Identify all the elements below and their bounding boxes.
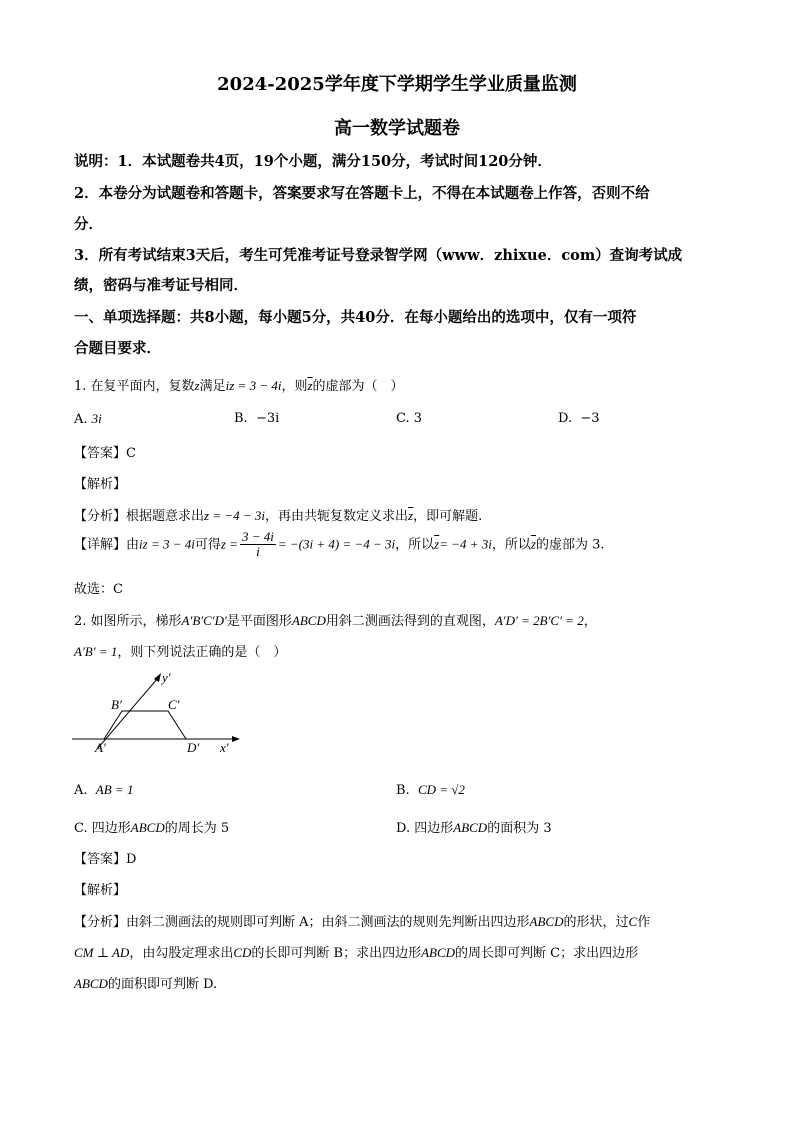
q2-fenxi-tag: 【分析】 [74, 915, 127, 930]
q1-xj-numerator: 3 − 4i [241, 529, 274, 544]
q1-xj-denominator: i [256, 544, 260, 560]
q1-fenxi-zbar: $\overline{z}$ [408, 508, 414, 523]
instruction-line-2a: 2．本卷分为试题卷和答题卡，答案要求写在答题卡上，不得在本试题卷上作答，否则不给 [74, 185, 650, 202]
q1-option-d [558, 411, 600, 426]
q2-option-c-label: C. [74, 821, 88, 836]
q2-figure-name: ABCD [291, 613, 326, 628]
q1-stem-text-a: 1. 在复平面内，复数 [74, 379, 195, 394]
q2-fenxi-line-3 [74, 973, 217, 992]
q2-equation-2: A′B′ = 1 [74, 644, 118, 659]
q1-option-b [234, 411, 279, 426]
q2-stem-line-2 [74, 641, 286, 660]
q1-option-b-label: B. [234, 411, 248, 426]
point-b-label: B′ [111, 697, 122, 712]
x-axis-label: x′ [220, 740, 229, 755]
q2-option-c-math: ABCD [130, 820, 165, 835]
q1-stem-text-b: 满足 [199, 379, 226, 394]
q2-fenxi-math-3: ABCD [74, 976, 108, 991]
q1-answer [74, 442, 136, 461]
q2-fenxi-math-1: ABCD [529, 914, 564, 929]
q2-fenxi-math-c: C [628, 914, 638, 929]
instruction-line-2b: 分． [74, 216, 103, 233]
q1-option-d-label: D. [558, 411, 573, 426]
x-axis-arrow-icon [232, 736, 240, 742]
q1-fenxi-text-b: ，再由共轭复数定义求出 [265, 509, 409, 524]
q2-option-b-value: CD = √2 [417, 782, 465, 797]
q1-stem [74, 375, 404, 394]
q2-option-d-label: D. [396, 821, 411, 836]
q2-option-a [74, 782, 133, 798]
q2-fenxi-text-2d: 的长即可判断 B；求出四边形 [251, 946, 422, 961]
q1-option-c-value: 3 [413, 411, 423, 426]
q1-stem-text-c: ，则 [281, 379, 308, 394]
q1-equation: iz = 3 − 4i [225, 378, 282, 393]
q1-option-a-label: A. [74, 412, 88, 427]
q2-stem-text-b: 是平面图形 [226, 614, 292, 629]
q1-var-z: z [194, 378, 200, 393]
q2-trapezoid-name: A′B′C′D′ [181, 613, 227, 628]
q1-xiangjie-tag: 【详解】 [74, 537, 127, 553]
trapezoid-outline [104, 711, 186, 739]
section-heading-a: 一、单项选择题：共8小题，每小题5分，共40分．在每小题给出的选项中，仅有一项符 [74, 309, 637, 326]
exam-title: 2024-2025学年度下学期学生学业质量监测 [217, 74, 577, 95]
q1-xj-text-b: 可得 [194, 537, 221, 553]
point-a-label: A′ [95, 740, 106, 755]
q1-xj-text-d: ，所以 [491, 537, 531, 553]
q2-fenxi-math-cd: CD [233, 945, 252, 960]
q1-zbar: $\overline{z}$ [307, 378, 313, 393]
q2-fenxi-text-1d: 作 [637, 915, 651, 930]
q2-figure [70, 668, 245, 768]
q1-xj-fraction [240, 530, 276, 560]
q2-answer [74, 848, 136, 867]
q1-xj-z: z = [220, 536, 238, 552]
y-axis-arrow-icon [154, 673, 161, 682]
q1-option-c [396, 411, 422, 426]
point-d-label: D′ [187, 740, 200, 755]
q2-option-b-label: B. [396, 783, 410, 798]
q2-fenxi-text-1b: 的形状，过 [563, 915, 629, 930]
q1-xj-zbar-2: $\overline{z}$ [530, 536, 536, 552]
q2-option-b [396, 782, 465, 798]
q1-option-a [74, 411, 102, 427]
q2-fenxi-text-1a: 由斜二测画法的规则即可判断 A；由斜二测画法的规则先判断出四边形 [126, 915, 530, 930]
q1-option-b-value: −3i [255, 411, 280, 426]
q2-option-d-text-b: 的面积为 3 [487, 821, 552, 836]
q2-option-c-text-a: 四边形 [91, 821, 131, 836]
q2-stem-text-c: 用斜二测画法得到的直观图， [325, 614, 495, 629]
q1-xj-text-e: 的虚部为 3. [535, 537, 605, 553]
q1-fenxi-text-c: ，即可解题. [413, 509, 483, 524]
q1-fenxi-equation: z = −4 − 3i [204, 508, 266, 523]
q1-answer-tag: 【答案】 [74, 446, 127, 461]
q2-option-d-math: ABCD [453, 820, 488, 835]
q2-option-d [396, 817, 552, 836]
q2-fenxi-text-2b: ，由勾股定理求出 [129, 946, 234, 961]
q2-answer-tag: 【答案】 [74, 852, 127, 867]
point-c-label: C′ [168, 697, 180, 712]
q1-option-a-value: 3i [91, 411, 102, 426]
q1-fenxi [74, 505, 482, 524]
exam-subtitle: 高一数学试题卷 [334, 118, 460, 139]
q1-xj-text-c: ，所以 [395, 537, 435, 553]
q2-option-c-text-b: 的周长为 5 [164, 821, 230, 836]
q2-stem-text-e: ，则下列说法正确的是（ ） [117, 645, 287, 660]
q1-fenxi-text-a: 根据题意求出 [126, 509, 205, 524]
q2-option-c [74, 817, 229, 836]
y-axis-line [98, 678, 158, 748]
q2-fenxi-math-perp: CM ⊥ AD [74, 945, 130, 960]
q2-option-d-text-a: 四边形 [414, 821, 454, 836]
q2-fenxi-math-2: ABCD [421, 945, 456, 960]
q1-analysis-tag: 【解析】 [74, 477, 127, 492]
q1-option-d-value: −3 [580, 411, 600, 426]
q2-fenxi-line-1 [74, 911, 650, 930]
q1-answer-value: C [126, 446, 136, 461]
q1-xj-equation-1: iz = 3 − 4i [139, 536, 195, 552]
q2-equation-1: A′D′ = 2B′C′ = 2 [494, 613, 584, 628]
q1-option-c-label: C. [396, 411, 410, 426]
q2-fenxi-text-3b: 的面积即可判断 D. [107, 977, 218, 992]
q2-option-a-value: AB = 1 [95, 782, 134, 797]
q1-xj-rest: = −(3i + 4) = −4 − 3i [277, 536, 396, 552]
q2-option-a-label: A. [74, 783, 88, 798]
y-axis-label: y′ [162, 670, 171, 685]
instruction-line-3b: 绩，密码与准考证号相同． [74, 277, 248, 294]
instruction-line-1: 说明：1．本试题卷共4页，19个小题，满分150分，考试时间120分钟． [74, 153, 552, 170]
section-heading-b: 合题目要求． [74, 340, 161, 357]
q1-fenxi-tag: 【分析】 [74, 509, 127, 524]
q2-fenxi-line-2 [74, 942, 638, 961]
q1-choice: 故选：C [74, 582, 123, 597]
q1-stem-text-d: 的虚部为（ ） [312, 379, 404, 394]
q1-xj-text-a: 由 [126, 537, 140, 553]
q1-xj-equation-2: = −4 + 3i [439, 536, 492, 552]
q2-stem-text-a: 2. 如图所示，梯形 [74, 614, 182, 629]
q2-analysis-tag: 【解析】 [74, 883, 127, 898]
q2-stem-line-1 [74, 610, 597, 629]
instruction-line-3a: 3．所有考试结束3天后，考生可凭准考证号登录智学网（www．zhixue．com）查询考试成 [74, 247, 683, 264]
q2-answer-value: D [126, 852, 137, 867]
q1-xiangjie [74, 530, 605, 560]
q1-xj-zbar: $\overline{z}$ [434, 536, 440, 552]
q2-fenxi-text-2f: 的周长即可判断 C；求出四边形 [455, 946, 639, 961]
q2-stem-text-d: ， [583, 614, 597, 629]
